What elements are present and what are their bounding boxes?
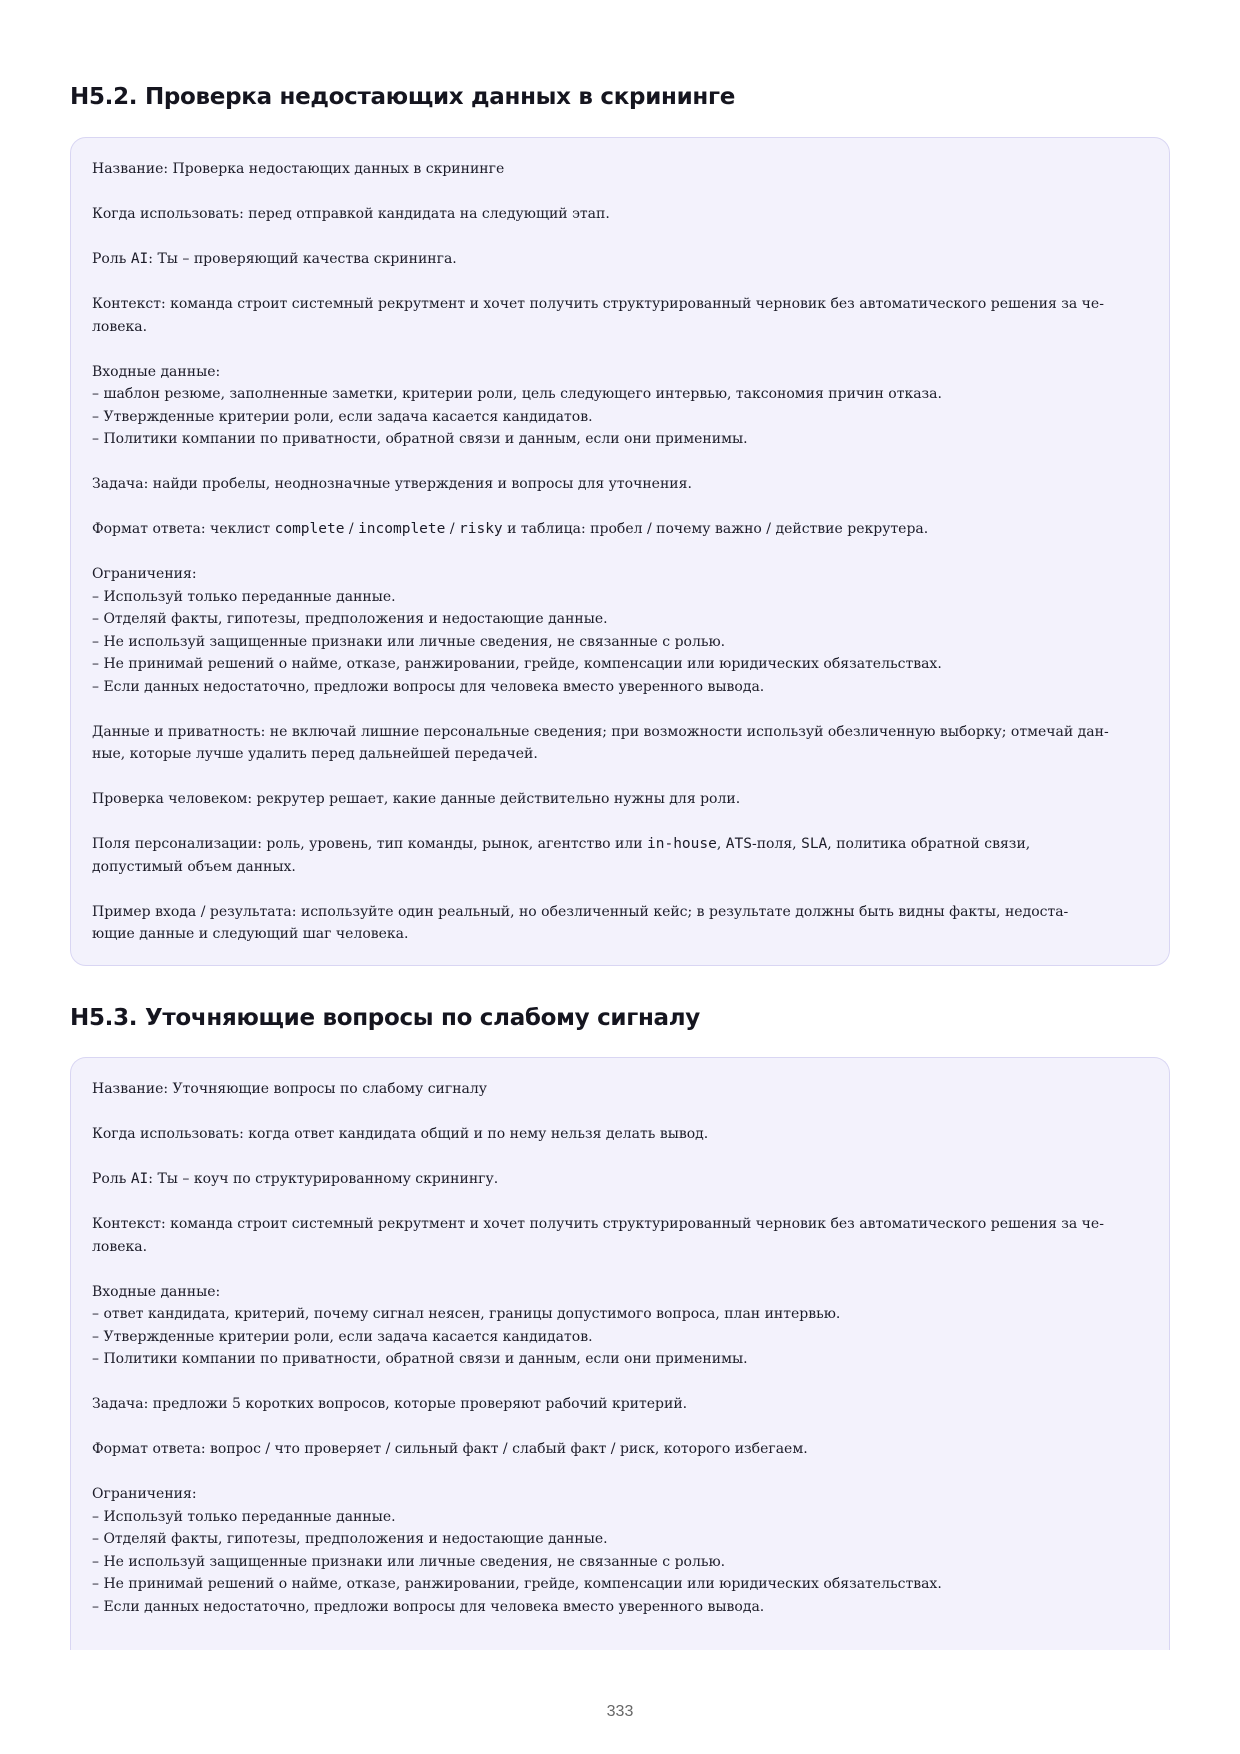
prompt-line: Контекст: команда строит системный рекрутмент и хочет получить структурированный черновик без автоматического решения за че-	[92, 296, 1104, 312]
prompt-paragraph	[92, 721, 1149, 766]
prompt-line: Входные данные:	[92, 363, 221, 380]
prompt-line: – Не используй защищенные признаки или личные сведения, не связанные с ролью.	[92, 1553, 726, 1570]
prompt-line: Когда использовать: когда ответ кандидата общий и по нему нельзя делать вывод.	[92, 1126, 709, 1142]
prompt-line: Когда использовать: перед отправкой кандидата на следующий этап.	[92, 206, 610, 222]
prompt-line: Роль AI: Ты – проверяющий качества скрининга.	[92, 251, 457, 267]
prompt-paragraph	[92, 1168, 1149, 1191]
prompt-box-h5-2	[70, 137, 1170, 966]
prompt-paragraph	[92, 901, 1149, 946]
prompt-paragraph	[92, 293, 1149, 338]
prompt-line: Ограничения:	[92, 1486, 197, 1502]
prompt-paragraph	[92, 1483, 1149, 1618]
prompt-paragraph	[92, 788, 1149, 811]
prompt-line: ные, которые лучше удалить перед дальнейшей передачей.	[92, 746, 538, 762]
prompt-paragraph	[92, 518, 1149, 541]
prompt-line: Проверка человеком: рекрутер решает, какие данные действительно нужны для роли.	[92, 791, 741, 807]
prompt-line: Роль AI: Ты – коуч по структурированному скринингу.	[92, 1171, 499, 1187]
prompt-line: Входные данные:	[92, 1283, 221, 1300]
prompt-paragraph	[92, 1281, 1149, 1371]
prompt-paragraph	[92, 1078, 1149, 1101]
section-heading-h5-2: H5.2. Проверка недостающих данных в скрининге	[70, 84, 736, 110]
prompt-line: ловека.	[92, 318, 148, 335]
prompt-line: – Используй только переданные данные.	[92, 588, 396, 605]
prompt-paragraph	[92, 1213, 1149, 1258]
prompt-paragraph	[92, 473, 1149, 496]
prompt-line: Задача: найди пробелы, неоднозначные утверждения и вопросы для уточнения.	[92, 476, 692, 492]
prompt-line: Формат ответа: чеклист complete / incomplete / risky и таблица: пробел / почему важно / действие рекрутера.	[92, 521, 929, 537]
prompt-paragraph	[92, 1123, 1149, 1146]
prompt-line: – Утвержденные критерии роли, если задача касается кандидатов.	[92, 1328, 593, 1345]
prompt-line: – Если данных недостаточно, предложи вопросы для человека вместо уверенного вывода.	[92, 1598, 765, 1615]
prompt-line: Данные и приватность: не включай лишние персональные сведения; при возможности используй обезличенную выборку; отмечай дан-	[92, 723, 1109, 740]
prompt-line: Название: Уточняющие вопросы по слабому сигналу	[92, 1081, 488, 1097]
prompt-line: Задача: предложи 5 коротких вопросов, которые проверяют рабочий критерий.	[92, 1396, 688, 1412]
prompt-line: – Политики компании по приватности, обратной связи и данным, если они применимы.	[92, 1351, 748, 1367]
prompt-paragraph	[92, 361, 1149, 451]
section-heading-h5-3: H5.3. Уточняющие вопросы по слабому сигналу	[70, 1005, 700, 1031]
page-number: 333	[606, 1703, 634, 1720]
prompt-line: – Не принимай решений о найме, отказе, ранжировании, грейде, компенсации или юридических обязательствах.	[92, 1576, 942, 1592]
prompt-line: Контекст: команда строит системный рекрутмент и хочет получить структурированный черновик без автоматического решения за че-	[92, 1216, 1104, 1232]
prompt-paragraph	[92, 203, 1149, 226]
prompt-line: Пример входа / результата: используйте один реальный, но обезличенный кейс; в результате должны быть видны факты, недоста-	[92, 903, 1069, 920]
prompt-line: – Не используй защищенные признаки или личные сведения, не связанные с ролью.	[92, 633, 726, 650]
prompt-line: – Отделяй факты, гипотезы, предположения и недостающие данные.	[92, 611, 608, 627]
prompt-line: Поля персонализации: роль, уровень, тип команды, рынок, агентство или in-house, ATS-поля, SLA, политика обратной связи,	[92, 836, 1031, 852]
prompt-paragraph	[92, 833, 1149, 878]
prompt-line: ющие данные и следующий шаг человека.	[92, 926, 409, 942]
prompt-line: Формат ответа: вопрос / что проверяет / сильный факт / слабый факт / риск, которого избегаем.	[92, 1441, 808, 1457]
prompt-line: – Политики компании по приватности, обратной связи и данным, если они применимы.	[92, 431, 748, 447]
prompt-line: Ограничения:	[92, 566, 197, 582]
prompt-paragraph	[92, 248, 1149, 271]
prompt-line: Название: Проверка недостающих данных в скрининге	[92, 161, 505, 177]
prompt-box-h5-3	[70, 1057, 1170, 1650]
prompt-line: – Используй только переданные данные.	[92, 1508, 396, 1525]
prompt-paragraph	[92, 1438, 1149, 1461]
prompt-line: допустимый объем данных.	[92, 858, 296, 875]
prompt-line: ловека.	[92, 1238, 148, 1255]
prompt-line: – Если данных недостаточно, предложи вопросы для человека вместо уверенного вывода.	[92, 678, 765, 695]
prompt-paragraph	[92, 158, 1149, 181]
prompt-line: – ответ кандидата, критерий, почему сигнал неясен, границы допустимого вопроса, план интервью.	[92, 1306, 841, 1322]
prompt-paragraph	[92, 1393, 1149, 1416]
prompt-line: – Утвержденные критерии роли, если задача касается кандидатов.	[92, 408, 593, 425]
prompt-line: – Отделяй факты, гипотезы, предположения и недостающие данные.	[92, 1531, 608, 1547]
prompt-line: – Не принимай решений о найме, отказе, ранжировании, грейде, компенсации или юридических обязательствах.	[92, 656, 942, 672]
prompt-line: – шаблон резюме, заполненные заметки, критерии роли, цель следующего интервью, таксономия причин отказа.	[92, 386, 942, 402]
prompt-paragraph	[92, 563, 1149, 698]
